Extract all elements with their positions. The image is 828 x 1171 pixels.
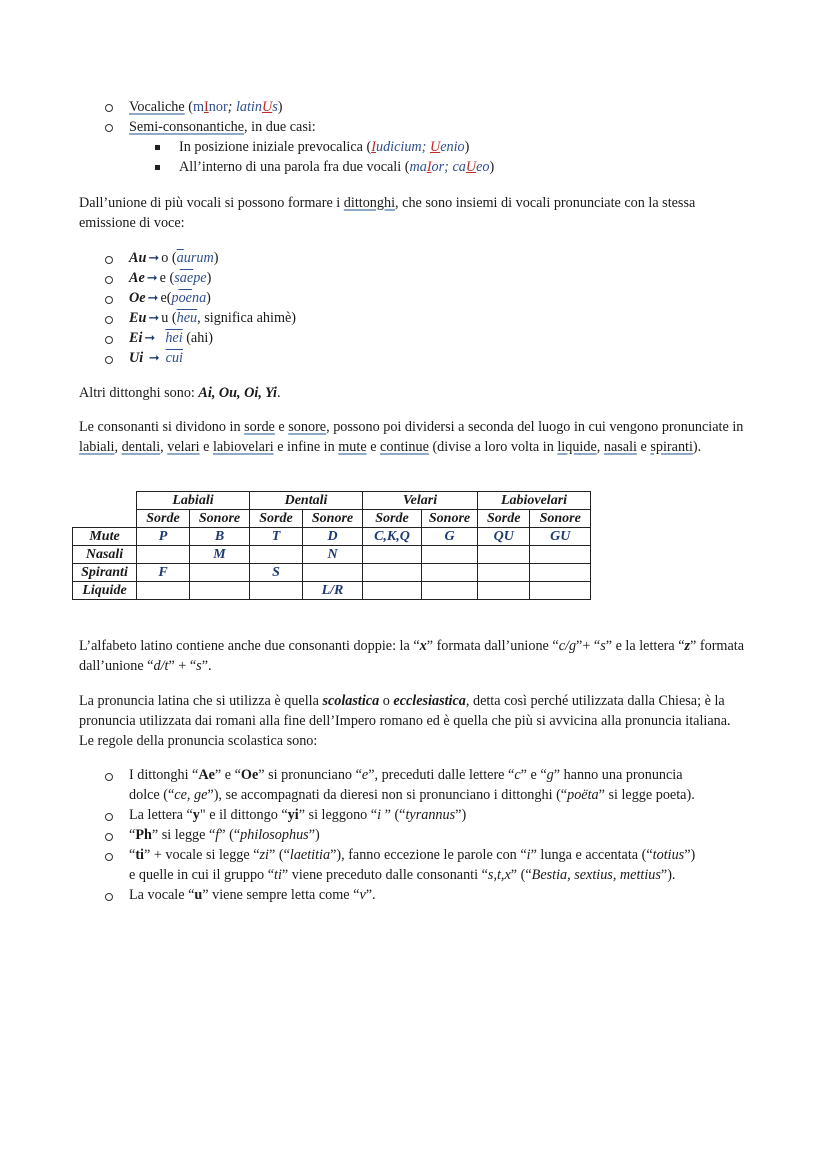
- dittongo: Ei: [129, 330, 143, 346]
- regola-item-cont: e quelle in cui il gruppo “ti” viene preceduto dalle consonanti “s,t,x” (“Bestia, sextius, mettius”).: [129, 867, 676, 883]
- empty-corner: [73, 492, 137, 510]
- letter: x: [419, 638, 427, 654]
- text: ).: [692, 439, 702, 455]
- case-text: All’interno di una parola fra due vocali (: [179, 159, 410, 175]
- row-header: Mute: [73, 528, 137, 546]
- bullet-circle: [105, 833, 113, 841]
- bullet-circle: [105, 296, 113, 304]
- case-text: In posizione iniziale prevocalica (: [179, 139, 372, 155]
- example-text: enio: [440, 139, 465, 155]
- dittongo-item: [129, 348, 183, 369]
- table-cell: C,K,Q: [363, 528, 422, 546]
- bullet-square: [155, 145, 160, 150]
- paren: ): [489, 159, 495, 175]
- regola-item: “Ph” si legge “f” (“philosophus”): [129, 827, 320, 843]
- row-header: Liquide: [73, 582, 137, 600]
- vocaliche-term: Vocaliche: [129, 99, 185, 115]
- macron-letter: $\overline{oe}$: [178, 290, 192, 306]
- tail: ): [206, 290, 211, 306]
- paren: ): [464, 139, 470, 155]
- table-cell: [250, 582, 303, 600]
- table-cell: GU: [530, 528, 591, 546]
- bullet-circle: [105, 104, 113, 112]
- example-text: eo: [476, 159, 490, 175]
- text: ”+ “: [576, 638, 601, 654]
- table-cell: N: [303, 546, 363, 564]
- term: liquide: [557, 439, 597, 455]
- term: continue: [380, 439, 429, 455]
- table-cell: G: [422, 528, 478, 546]
- consonanti-table: [72, 491, 591, 600]
- term: velari: [167, 439, 200, 455]
- term: sorde: [244, 419, 275, 435]
- macron-letter: $\overline{ae}$: [179, 270, 194, 286]
- text: ,: [114, 439, 122, 455]
- regola-item-cont: dolce (“ce, ge”), se accompagnati da dieresi non si pronunciano i dittonghi (“poëta” si legge poeta).: [129, 787, 695, 803]
- bullet-circle: [105, 893, 113, 901]
- table-cell: B: [190, 528, 250, 546]
- paragraph-dittonghi-intro: [79, 193, 749, 233]
- item-suffix: , in due casi:: [244, 119, 316, 135]
- text: L’alfabeto latino contiene anche due consonanti doppie: la “: [79, 638, 420, 654]
- term: labiali: [79, 439, 115, 455]
- subheader: Sorde: [137, 510, 190, 528]
- text: ”.: [201, 658, 212, 674]
- letter: z: [684, 638, 691, 654]
- dittongo-item: [129, 288, 211, 309]
- text: ” formata dall’unione “: [426, 638, 559, 654]
- dittongo: Oe: [129, 290, 146, 306]
- text: .: [277, 385, 281, 401]
- result: u (: [161, 310, 177, 326]
- macron-letter: $\overline{heu}$: [176, 310, 198, 326]
- term: spiranti: [650, 439, 693, 455]
- arrow-right-icon: ➞: [144, 331, 156, 346]
- bullet-circle: [105, 316, 113, 324]
- dittongo: Au: [129, 250, 147, 266]
- group-header: Velari: [363, 492, 478, 510]
- semiconsonantiche-term: Semi-consonantiche: [129, 119, 245, 135]
- table-row: [73, 582, 591, 600]
- table-cell: [478, 564, 530, 582]
- bullet-circle: [105, 853, 113, 861]
- table-cell: [422, 546, 478, 564]
- result: e(: [160, 290, 172, 306]
- letter: d/t: [153, 658, 169, 674]
- text: e: [199, 439, 213, 455]
- text: , detta così perché utilizzata dalla Chiesa; è la pronuncia utilizzata dai romani alla fine dell’Impero romano ed è quella che più si avvicina alla pronuncia italiana. Le regole della pronuncia scolastica sono:: [79, 693, 731, 749]
- macron-letter: $\overline{hei}$: [165, 330, 183, 346]
- table-group-header-row: [73, 492, 591, 510]
- term: dentali: [121, 439, 161, 455]
- term: nasali: [603, 439, 637, 455]
- table-cell: QU: [478, 528, 530, 546]
- paragraph-consonanti: [79, 417, 749, 457]
- subheader: Sonore: [190, 510, 250, 528]
- table-row: [73, 546, 591, 564]
- list-item-semiconsonantiche: [129, 117, 316, 137]
- tail: ): [206, 270, 212, 286]
- regola-item: I dittonghi “Ae” e “Oe” si pronunciano “e”, preceduti dalle lettere “c” e “g” hanno una pronuncia: [129, 767, 683, 783]
- dittongo-item: [129, 328, 213, 349]
- table-subheader-row: [73, 510, 591, 528]
- table-cell: [478, 546, 530, 564]
- paragraph-pronuncia: [79, 691, 749, 751]
- example-text: ma: [409, 159, 427, 175]
- regola-item: La lettera “y" e il dittongo “yi” si leggono “i ” (“tyrannus”): [129, 807, 467, 823]
- letter: s: [196, 658, 202, 674]
- table-cell: [478, 582, 530, 600]
- table-cell: [422, 582, 478, 600]
- arrow-right-icon: ➞: [148, 311, 160, 326]
- table-cell: [303, 564, 363, 582]
- dittongo: Eu: [129, 310, 147, 326]
- example-text: urum: [183, 250, 214, 266]
- table-cell: S: [250, 564, 303, 582]
- bullet-circle: [105, 336, 113, 344]
- example-text: or;: [431, 159, 453, 175]
- empty-corner: [73, 510, 137, 528]
- term: scolastica: [322, 693, 380, 709]
- table-cell: [250, 546, 303, 564]
- text: ” + “: [168, 658, 197, 674]
- arrow-right-icon: ➞: [148, 351, 160, 366]
- bullet-circle: [105, 813, 113, 821]
- highlight-letter: U: [429, 139, 441, 155]
- table-cell: P: [137, 528, 190, 546]
- term: sonore: [288, 419, 327, 435]
- bullet-circle: [105, 256, 113, 264]
- text: o: [379, 693, 394, 709]
- paragraph-altri-dittonghi: [79, 383, 749, 403]
- table-cell: M: [190, 546, 250, 564]
- list-item-vocaliche: Vocaliche (mInor; latinUs): [129, 99, 283, 115]
- bullet-square: [155, 165, 160, 170]
- table-row: [73, 564, 591, 582]
- subheader: Sonore: [530, 510, 591, 528]
- subheader: Sonore: [422, 510, 478, 528]
- text: Le consonanti si dividono in: [79, 419, 245, 435]
- text: Dall’unione di più vocali si possono formare i: [79, 195, 344, 211]
- text: e: [274, 419, 289, 435]
- example-text: m: [192, 99, 205, 115]
- example-text: na: [191, 290, 207, 306]
- example-text: nor: [208, 99, 228, 115]
- subheader: Sonore: [303, 510, 363, 528]
- group-header: Dentali: [250, 492, 363, 510]
- separator: ;: [227, 99, 236, 115]
- regola-item: La vocale “u” viene sempre letta come “v”.: [129, 887, 376, 903]
- text: , che sono insiemi di vocali pronunciate con la stessa emissione di voce:: [79, 195, 696, 231]
- dittongo-item: [129, 308, 296, 329]
- paragraph-consonanti-doppie: [79, 636, 749, 676]
- text: ” e la lettera “: [605, 638, 685, 654]
- table-cell: T: [250, 528, 303, 546]
- arrow-right-icon: ➞: [147, 291, 159, 306]
- sublist-item: [179, 137, 469, 157]
- sublist-item: [179, 157, 494, 177]
- macron-letter: $\overline{cui}$: [165, 350, 183, 366]
- bullet-circle: [105, 773, 113, 781]
- dittongo-item: [129, 268, 211, 289]
- regola-item: “ti” + vocale si legge “zi” (“laetitia”), fanno eccezione le parole con “i” lunga e accentata (“totius”): [129, 847, 696, 863]
- group-header: Labiovelari: [478, 492, 591, 510]
- dittonghi-list: Ai, Ou, Oi, Yi: [198, 385, 277, 401]
- highlight-letter: U: [261, 99, 273, 115]
- text: e infine in: [273, 439, 339, 455]
- table-cell: [530, 564, 591, 582]
- term: ecclesiastica: [393, 693, 466, 709]
- table-cell: [363, 546, 422, 564]
- table-cell: [363, 564, 422, 582]
- highlight-letter: I: [204, 99, 209, 115]
- dittonghi-term: dittonghi: [343, 195, 396, 211]
- dittongo-item: [129, 248, 218, 269]
- bullet-circle: [105, 356, 113, 364]
- bullet-circle: [105, 124, 113, 132]
- highlight-letter: I: [371, 139, 376, 155]
- arrow-right-icon: ➞: [148, 251, 160, 266]
- text: Altri dittonghi sono:: [79, 385, 199, 401]
- tail: , significa ahimè): [197, 310, 297, 326]
- text: ,: [160, 439, 168, 455]
- table-cell: [190, 564, 250, 582]
- subheader: Sorde: [478, 510, 530, 528]
- text: e: [636, 439, 651, 455]
- table-cell: F: [137, 564, 190, 582]
- table-cell: [530, 582, 591, 600]
- term: mute: [338, 439, 367, 455]
- macron-letter: $\overline{a}$: [176, 250, 184, 266]
- dittongo: Ae: [129, 270, 145, 286]
- text: (divise a loro volta in: [428, 439, 558, 455]
- highlight-letter: U: [465, 159, 477, 175]
- subheader: Sorde: [363, 510, 422, 528]
- tail: (ahi): [182, 330, 213, 346]
- highlight-letter: I: [426, 159, 432, 175]
- text: ,: [596, 439, 601, 455]
- result: e (: [159, 270, 175, 286]
- group-header: Labiali: [137, 492, 250, 510]
- subheader: Sorde: [250, 510, 303, 528]
- text: ” formata dall’unione “: [79, 638, 744, 674]
- example-text: ca: [452, 159, 466, 175]
- example-text: pe: [193, 270, 207, 286]
- row-header: Spiranti: [73, 564, 137, 582]
- table-cell: L/R: [303, 582, 363, 600]
- arrow-right-icon: ➞: [146, 271, 158, 286]
- bullet-circle: [105, 276, 113, 284]
- table-cell: D: [303, 528, 363, 546]
- example-text: udicium;: [375, 139, 430, 155]
- table-cell: [530, 546, 591, 564]
- dittongo: Ui: [129, 350, 144, 366]
- table-cell: [363, 582, 422, 600]
- example-text: latin: [235, 99, 262, 115]
- table-cell: [422, 564, 478, 582]
- tail: ): [213, 250, 219, 266]
- text: e: [366, 439, 381, 455]
- example-text: s: [272, 99, 278, 115]
- table-cell: [137, 582, 190, 600]
- text: La pronuncia latina che si utilizza è quella: [79, 693, 323, 709]
- letter: c/g: [558, 638, 577, 654]
- table-row: [73, 528, 591, 546]
- text: , possono poi dividersi a seconda del luogo in cui vengono pronunciate in: [326, 419, 744, 435]
- example-text: p: [171, 290, 179, 306]
- result: o (: [161, 250, 177, 266]
- example-text: s: [174, 270, 180, 286]
- letter: s: [600, 638, 606, 654]
- table-cell: [190, 582, 250, 600]
- table-cell: [137, 546, 190, 564]
- row-header: Nasali: [73, 546, 137, 564]
- term: labiovelari: [212, 439, 274, 455]
